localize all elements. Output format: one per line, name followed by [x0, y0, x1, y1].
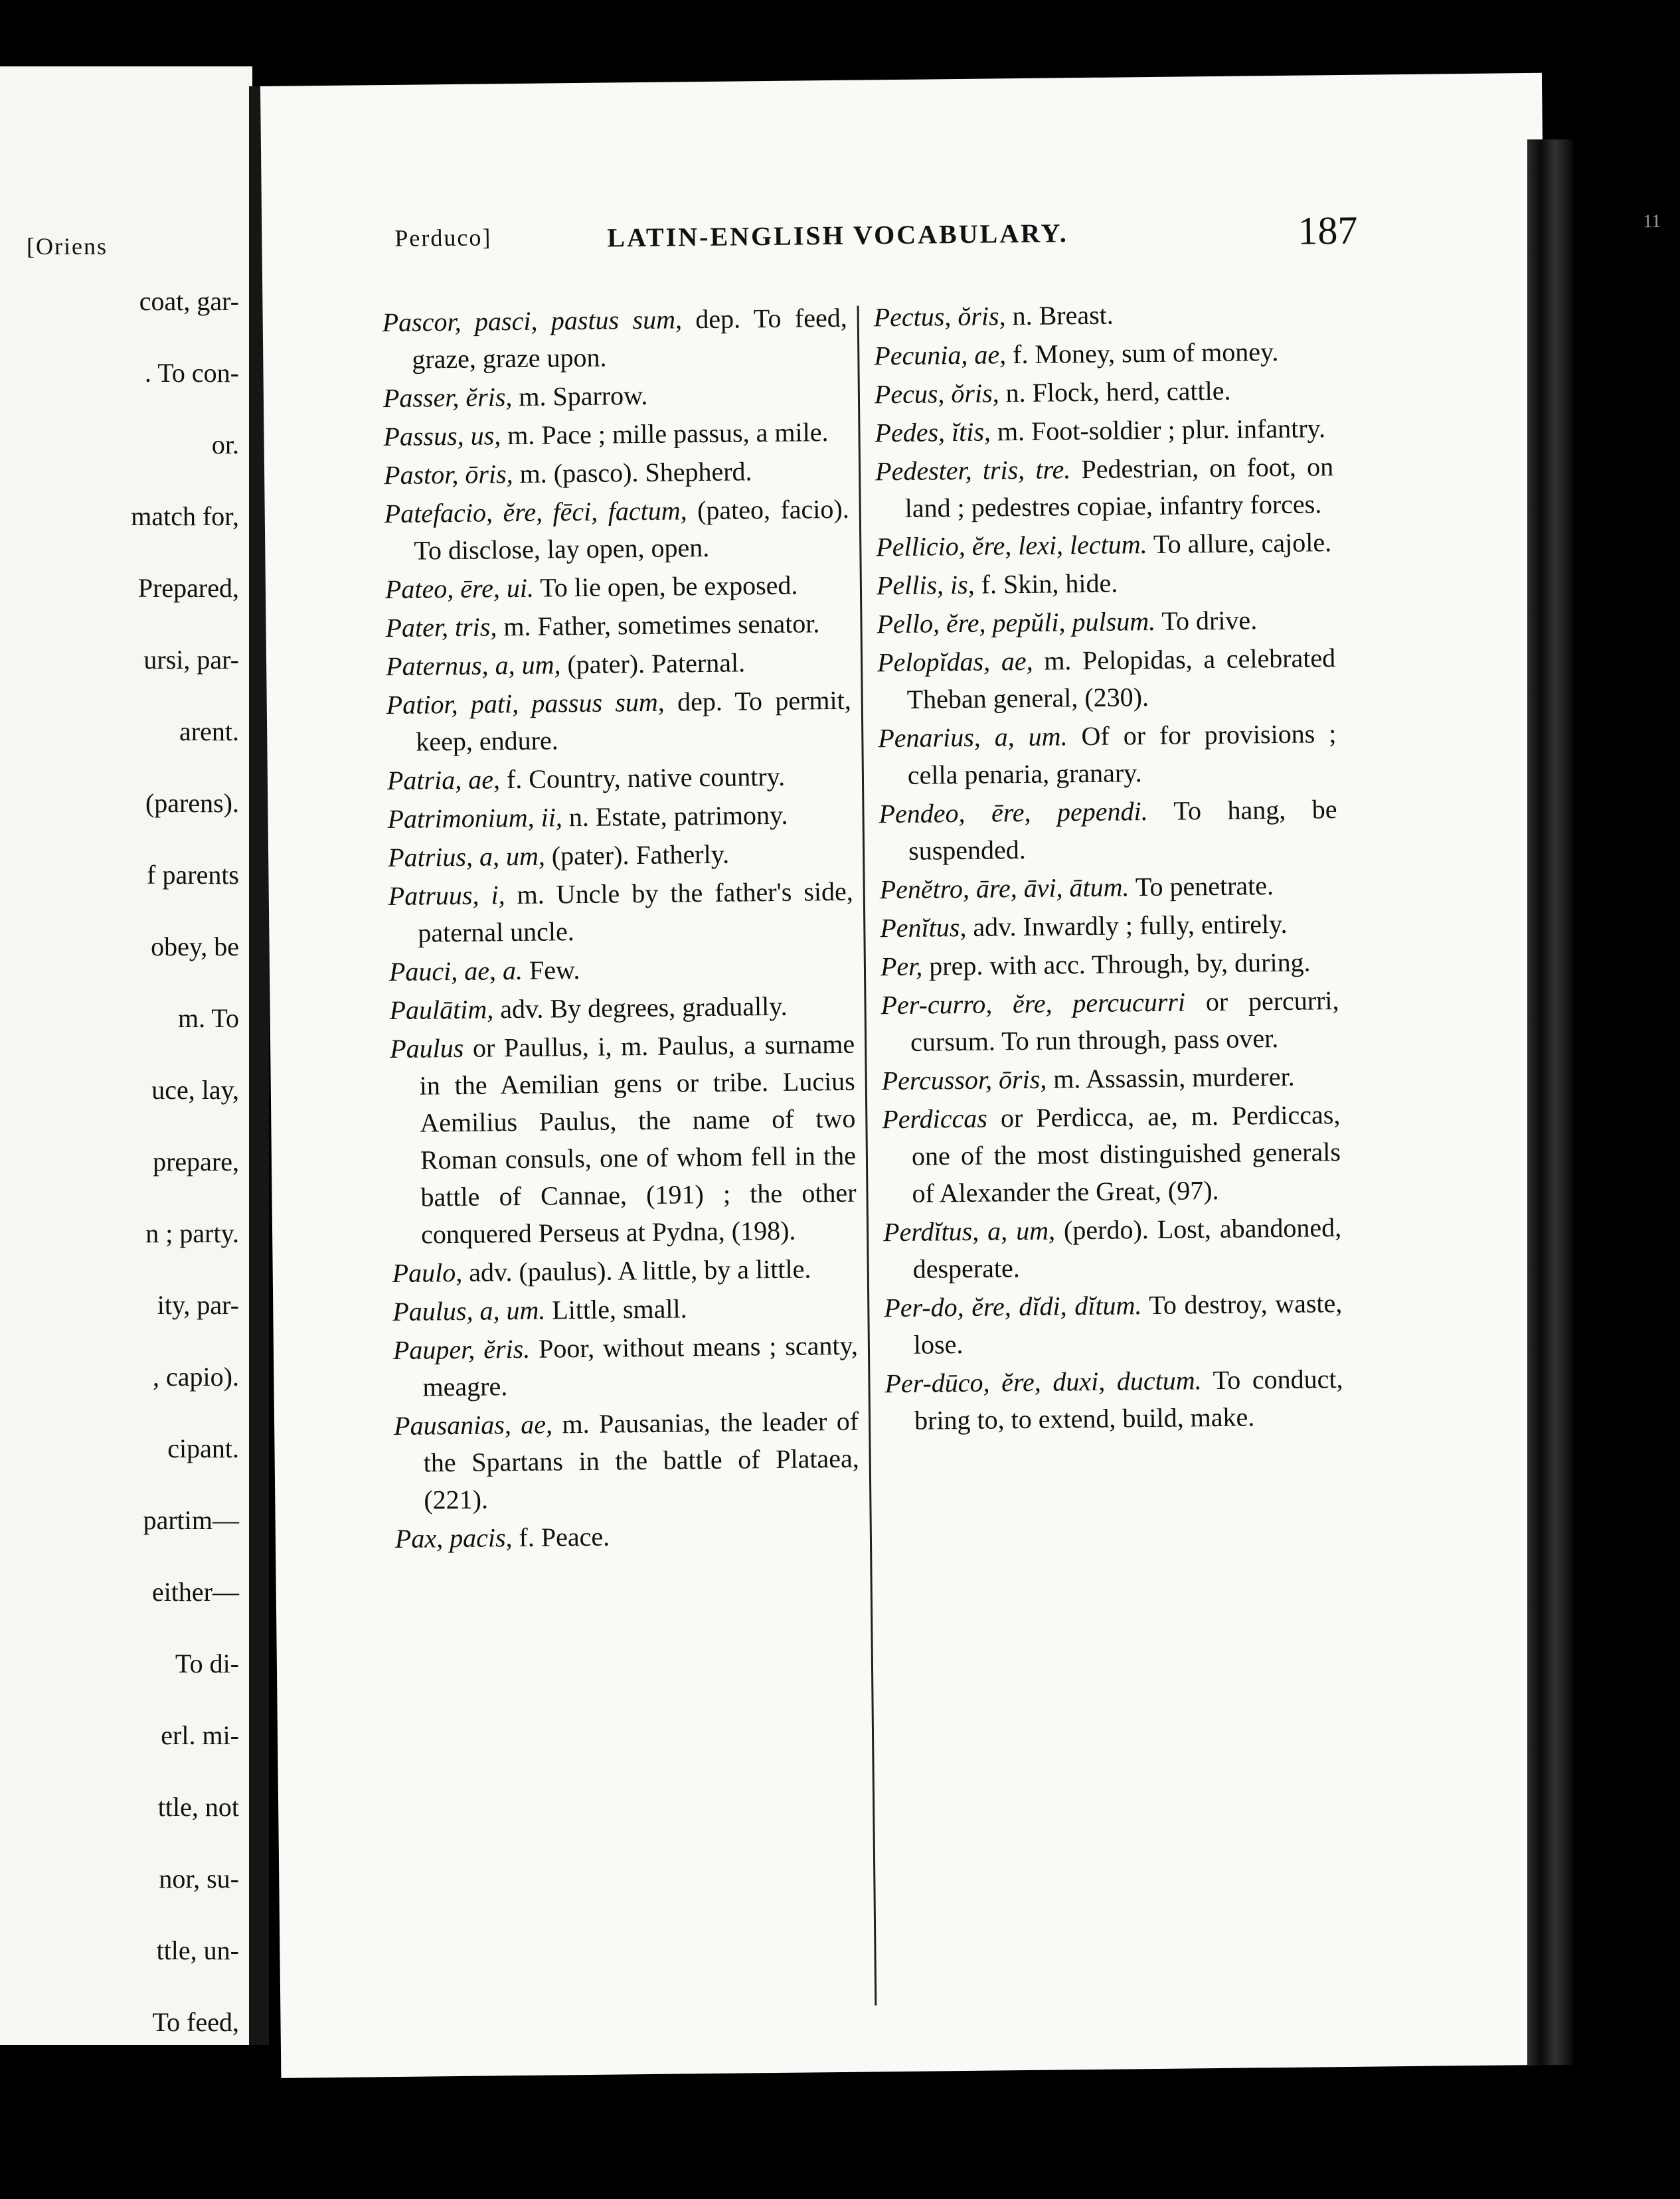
definition: prep. with acc. Through, by, during.	[929, 947, 1311, 981]
left-page-line: m. To	[177, 1003, 239, 1033]
definition: adv. Inwardly ; fully, entirely.	[973, 908, 1288, 942]
definition: m. Father, sometimes senator.	[503, 608, 820, 642]
definition: m. Pelopidas, a celebrated Theban general, (230).	[906, 643, 1336, 714]
dictionary-entry	[392, 1250, 857, 1292]
headword: Per-curro, ĕre, percucurri	[881, 987, 1186, 1020]
headword: Perdiccas	[882, 1103, 988, 1135]
dictionary-entry	[881, 1058, 1340, 1100]
definition: (pateo, facio). To disclose, lay open, open.	[414, 493, 849, 566]
dictionary-entry	[388, 873, 853, 952]
left-page-line: ttle, not	[157, 1792, 239, 1822]
definition: Little, small.	[552, 1293, 687, 1325]
definition: m. (pasco). Shepherd.	[519, 456, 752, 489]
dictionary-entry	[382, 299, 847, 378]
headword: Pedester, tris, tre.	[875, 454, 1071, 487]
dictionary-entry	[879, 791, 1337, 870]
left-page-line: To feed,	[152, 2007, 239, 2037]
definition: (pater). Paternal.	[567, 647, 746, 680]
left-page-line: prepare,	[153, 1147, 239, 1177]
headword: Pastor, ōris,	[383, 459, 513, 491]
left-page-line: (parens).	[145, 788, 239, 818]
definition: f. Skin, hide.	[981, 568, 1118, 600]
left-page-line: match for,	[131, 501, 239, 531]
dictionary-entry	[877, 639, 1336, 718]
headword: Per-do, ĕre, dĭdi, dĭtum.	[884, 1290, 1142, 1323]
headword: Pascor, pasci, pastus sum,	[382, 304, 683, 338]
definition: To lie open, be exposed.	[539, 570, 798, 603]
definition: m. Uncle by the father's side, paternal uncle.	[418, 876, 853, 948]
dictionary-entry	[875, 448, 1334, 527]
dictionary-entry	[383, 414, 849, 455]
column-divider	[857, 306, 877, 2006]
definition: m. Sparrow.	[519, 380, 648, 412]
dictionary-entry	[386, 643, 851, 685]
definition: or Paullus, i, m. Paulus, a surname in the Aemilian gens or tribe. Lucius Aemilius Paulus, the name of two Roman consuls, one of whom fell in the battle of Cannae, (191) ; the other conquered Perseus at Pydna, (198).	[419, 1028, 857, 1250]
dictionary-entry	[882, 1096, 1341, 1212]
dictionary-entry	[875, 371, 1333, 413]
left-page-line: cipant.	[167, 1433, 239, 1463]
dictionary-entry	[392, 1289, 858, 1331]
dictionary-entry	[884, 1285, 1343, 1364]
dictionary-entry	[384, 452, 849, 494]
dictionary-entry	[880, 905, 1339, 947]
headword: Paulātim,	[389, 994, 494, 1026]
left-page-line: nor, su-	[159, 1864, 239, 1894]
headword: Pecunia, ae,	[874, 339, 1007, 371]
headword: Patrimonium, ii,	[387, 802, 563, 835]
pencil-mark: 11	[1643, 210, 1661, 232]
dictionary-entry	[393, 1327, 859, 1406]
left-page-line: or.	[211, 430, 239, 459]
left-page-line: Prepared,	[137, 573, 239, 603]
main-page	[260, 73, 1661, 2078]
headword: Penĭtus,	[880, 912, 967, 943]
headword: Pelopĭdas, ae,	[877, 645, 1033, 678]
headword: Patrius, a, um,	[387, 841, 546, 873]
headword: Pecus, ŏris,	[874, 378, 999, 410]
definition: or percurri, cursum. To run through, pass over.	[910, 985, 1339, 1057]
left-page-line: ttle, un-	[156, 1935, 239, 1965]
headword: Pauci, ae, a.	[388, 955, 523, 987]
left-page-line: . To con-	[145, 358, 239, 388]
dictionary-entry	[384, 491, 849, 570]
left-page-line: partim—	[143, 1505, 239, 1535]
headword: Pateo, ēre, ui.	[384, 572, 535, 605]
definition: To conduct, bring to, to extend, build, make.	[914, 1364, 1343, 1435]
definition: adv. (paulus). A little, by a little.	[469, 1254, 811, 1287]
dictionary-entry	[883, 1209, 1342, 1288]
headword: Paulus, a, um.	[392, 1295, 546, 1327]
definition: n. Breast.	[1012, 299, 1114, 331]
headword: Paternus, a, um,	[385, 649, 561, 682]
left-page-line: uce, lay,	[151, 1075, 239, 1105]
dictionary-entry	[877, 601, 1335, 643]
headword: Paulus	[389, 1032, 464, 1064]
left-page-line: obey, be	[151, 932, 239, 961]
headword: Per,	[880, 951, 923, 982]
dictionary-entry	[385, 605, 851, 647]
running-header	[262, 206, 1544, 272]
definition: or Perdicca, ae, m. Perdiccas, one of the most distinguished generals of Alexander the Great, (97).	[911, 1100, 1341, 1208]
headword: Perdĭtus, a, um,	[882, 1215, 1056, 1248]
headword: Pax, pacis,	[394, 1522, 513, 1554]
right-column	[873, 294, 1343, 1441]
left-page-line: ursi, par-	[143, 645, 239, 675]
dictionary-entry	[878, 715, 1337, 794]
headword: Penĕtro, āre, āvi, ātum.	[879, 872, 1130, 905]
dictionary-entry	[877, 562, 1335, 604]
definition: f. Peace.	[519, 1521, 610, 1553]
headword: Pectus, ŏris,	[873, 301, 1006, 333]
header-guide-word: Perduco]	[394, 224, 492, 252]
left-column	[382, 299, 860, 1559]
dictionary-entry	[881, 943, 1339, 985]
headword: Patefacio, ĕre, fēci, factum,	[384, 495, 687, 529]
headword: Patria, ae,	[386, 764, 501, 796]
headword: Penarius, a, um.	[878, 721, 1068, 754]
headword: Pellis, is,	[876, 569, 975, 601]
dictionary-entry	[874, 333, 1333, 374]
definition: (pater). Fatherly.	[551, 839, 730, 871]
definition: f. Money, sum of money.	[1012, 336, 1279, 370]
headword: Pedes, ĭtis,	[875, 416, 991, 448]
definition: Few.	[529, 955, 580, 985]
dictionary-entry	[389, 949, 855, 991]
headword: Pater, tris,	[385, 611, 497, 643]
dictionary-entry	[386, 682, 851, 761]
page-number: 187	[1298, 208, 1358, 253]
dictionary-entry	[387, 758, 853, 799]
definition: m. Pace ; mille passus, a mile.	[507, 417, 829, 451]
dictionary-entry	[873, 294, 1332, 336]
dictionary-entry	[884, 1360, 1343, 1439]
headword: Patruus, i,	[388, 880, 505, 912]
definition: To hang, be suspended.	[908, 794, 1337, 866]
headword: Pendeo, ēre, pependi.	[879, 796, 1148, 829]
left-page	[0, 66, 252, 2045]
definition: To penetrate.	[1135, 870, 1274, 902]
definition: n. Estate, patrimony.	[568, 799, 788, 833]
headword: Patior, pati, passus sum,	[386, 687, 665, 720]
headword: Percussor, ōris,	[881, 1064, 1047, 1096]
definition: To allure, cajole.	[1153, 527, 1332, 559]
left-page-line: either—	[151, 1577, 239, 1607]
left-page-line: arent.	[179, 716, 239, 746]
dictionary-entry	[876, 524, 1335, 566]
definition: adv. By degrees, gradually.	[500, 991, 788, 1024]
left-page-line: n ; party.	[145, 1218, 239, 1248]
definition: m. Foot-soldier ; plur. infantry.	[997, 413, 1326, 447]
dictionary-entry	[385, 566, 851, 608]
headword: Pausanias, ae,	[393, 1409, 553, 1441]
header-title: LATIN-ENGLISH VOCABULARY.	[607, 218, 1069, 253]
headword: Pello, ĕre, pepŭli, pulsum.	[877, 606, 1156, 639]
definition: f. Country, native country.	[506, 761, 786, 795]
dictionary-entry	[390, 1026, 857, 1254]
left-page-header: [Oriens	[27, 233, 108, 260]
dictionary-entry	[394, 1403, 860, 1519]
definition: To drive.	[1161, 605, 1258, 636]
left-page-line: f parents	[147, 860, 239, 890]
dictionary-entry	[388, 835, 853, 876]
definition: (perdo). Lost, abandoned, desperate.	[912, 1212, 1342, 1284]
definition: dep. To feed, graze, graze upon.	[412, 302, 847, 374]
definition: dep. To permit, keep, endure.	[416, 685, 851, 757]
definition: n. Flock, herd, cattle.	[1005, 375, 1231, 408]
headword: Per-dūco, ĕre, duxi, ductum.	[884, 1365, 1202, 1399]
definition: To destroy, waste, lose.	[913, 1288, 1343, 1360]
headword: Passus, us,	[383, 420, 501, 452]
definition: Pedestrian, on foot, on land ; pedestres copiae, infantry forces.	[904, 451, 1334, 523]
dictionary-entry	[395, 1516, 861, 1558]
dictionary-entry	[383, 375, 849, 417]
definition: m. Assassin, murderer.	[1053, 1061, 1295, 1094]
left-page-line: ity, par-	[157, 1290, 239, 1320]
left-page-line: erl. mi-	[161, 1720, 239, 1750]
definition: Of or for provisions ; cella penaria, granary.	[907, 718, 1337, 790]
left-page-line: To di-	[175, 1649, 239, 1678]
definition: Poor, without means ; scanty, meagre.	[422, 1330, 859, 1402]
left-page-line: , capio).	[153, 1362, 239, 1392]
definition: m. Pausanias, the leader of the Spartans in the battle of Plataea, (221).	[423, 1406, 859, 1515]
left-page-line: coat, gar-	[139, 286, 239, 316]
dictionary-entry	[879, 866, 1338, 908]
book-edge	[1527, 139, 1574, 2065]
headword: Pellicio, ĕre, lexi, lectum.	[876, 529, 1147, 562]
headword: Pauper, ĕris.	[392, 1333, 531, 1366]
dictionary-entry	[389, 987, 855, 1029]
dictionary-entry	[875, 410, 1333, 451]
headword: Paulo,	[392, 1257, 463, 1289]
dictionary-entry	[881, 982, 1339, 1061]
dictionary-entry	[387, 796, 853, 838]
headword: Passer, ĕris,	[382, 382, 513, 414]
